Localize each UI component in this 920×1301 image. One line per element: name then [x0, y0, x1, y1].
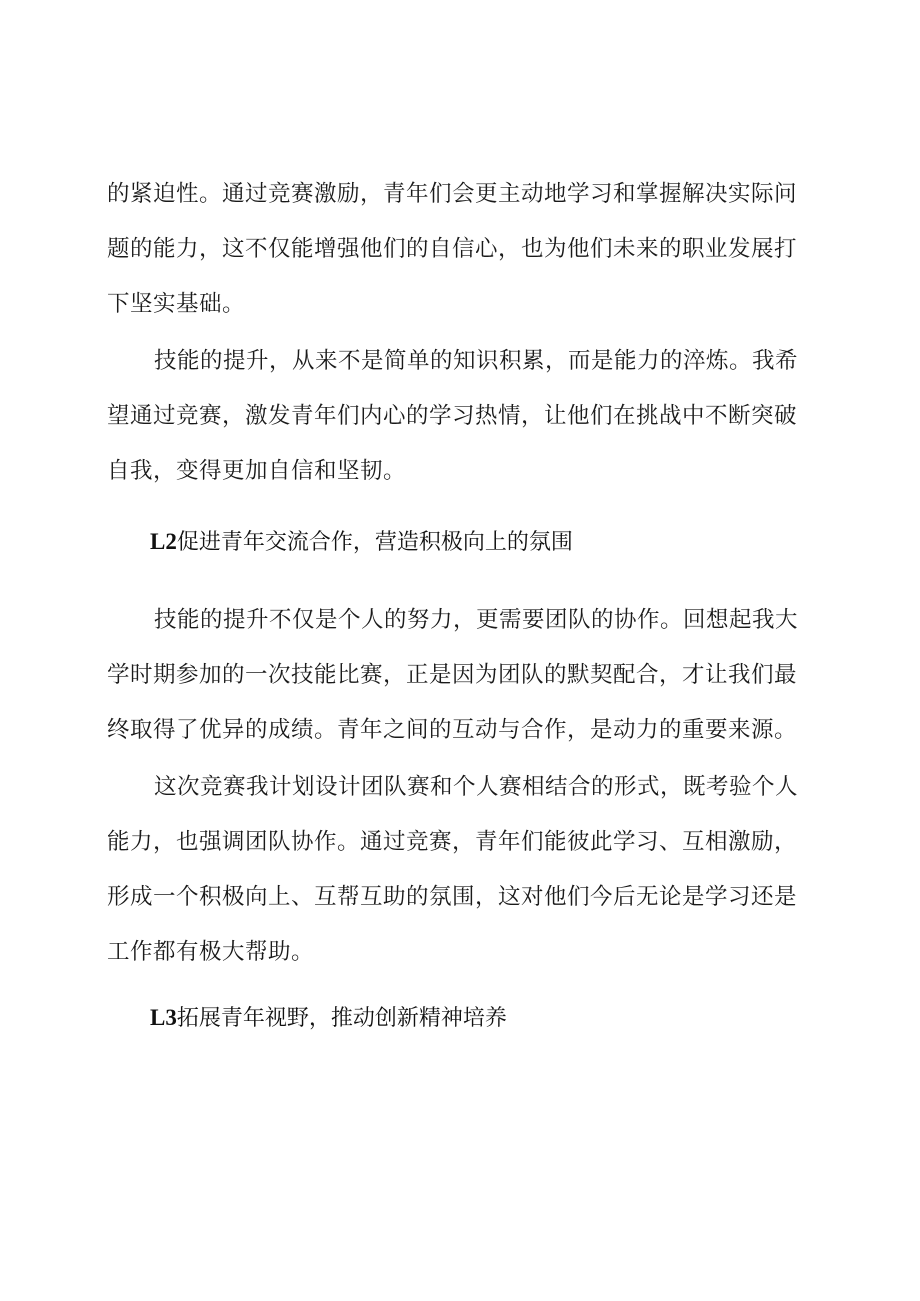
paragraph-competition-format	[107, 760, 807, 980]
text-line: 技能的提升不仅是个人的努力，更需要团队的协作。回想起我大	[154, 607, 799, 633]
paragraph-teamwork	[107, 593, 807, 758]
section-number: L3	[150, 1005, 177, 1030]
text-line: 工作都有极大帮助。	[107, 939, 315, 965]
section-title: 促进青年交流合作，营造积极向上的氛围	[176, 530, 573, 555]
text-line: 形成一个积极向上、互帮互助的氛围，这对他们今后无论是学习还是	[107, 884, 798, 910]
section-number: L2	[150, 529, 177, 554]
text-line: 的紧迫性。通过竞赛激励，青年们会更主动地学习和掌握解决实际问	[107, 181, 798, 207]
text-line: 自我，变得更加自信和坚韧。	[107, 458, 407, 484]
section-heading-l2	[150, 527, 573, 558]
text-line: 技能的提升，从来不是简单的知识积累，而是能力的淬炼。我希	[154, 348, 799, 374]
paragraph-continuation	[107, 167, 807, 332]
text-line: 这次竞赛我计划设计团队赛和个人赛相结合的形式，既考验个人	[154, 774, 799, 800]
text-line: 能力，也强调团队协作。通过竞赛，青年们能彼此学习、互相激励，	[107, 829, 798, 855]
text-line: 下坚实基础。	[107, 291, 246, 317]
text-line: 终取得了优异的成绩。青年之间的互动与合作，是动力的重要来源。	[107, 717, 798, 743]
text-line: 望通过竞赛，激发青年们内心的学习热情，让他们在挑战中不断突破	[107, 403, 798, 429]
text-line: 题的能力，这不仅能增强他们的自信心，也为他们未来的职业发展打	[107, 236, 798, 262]
section-heading-l3	[150, 1003, 507, 1034]
text-line: 学时期参加的一次技能比赛，正是因为团队的默契配合，才让我们最	[107, 662, 798, 688]
paragraph-skill-improvement	[107, 334, 807, 499]
section-title: 拓展青年视野，推动创新精神培养	[176, 1006, 507, 1031]
